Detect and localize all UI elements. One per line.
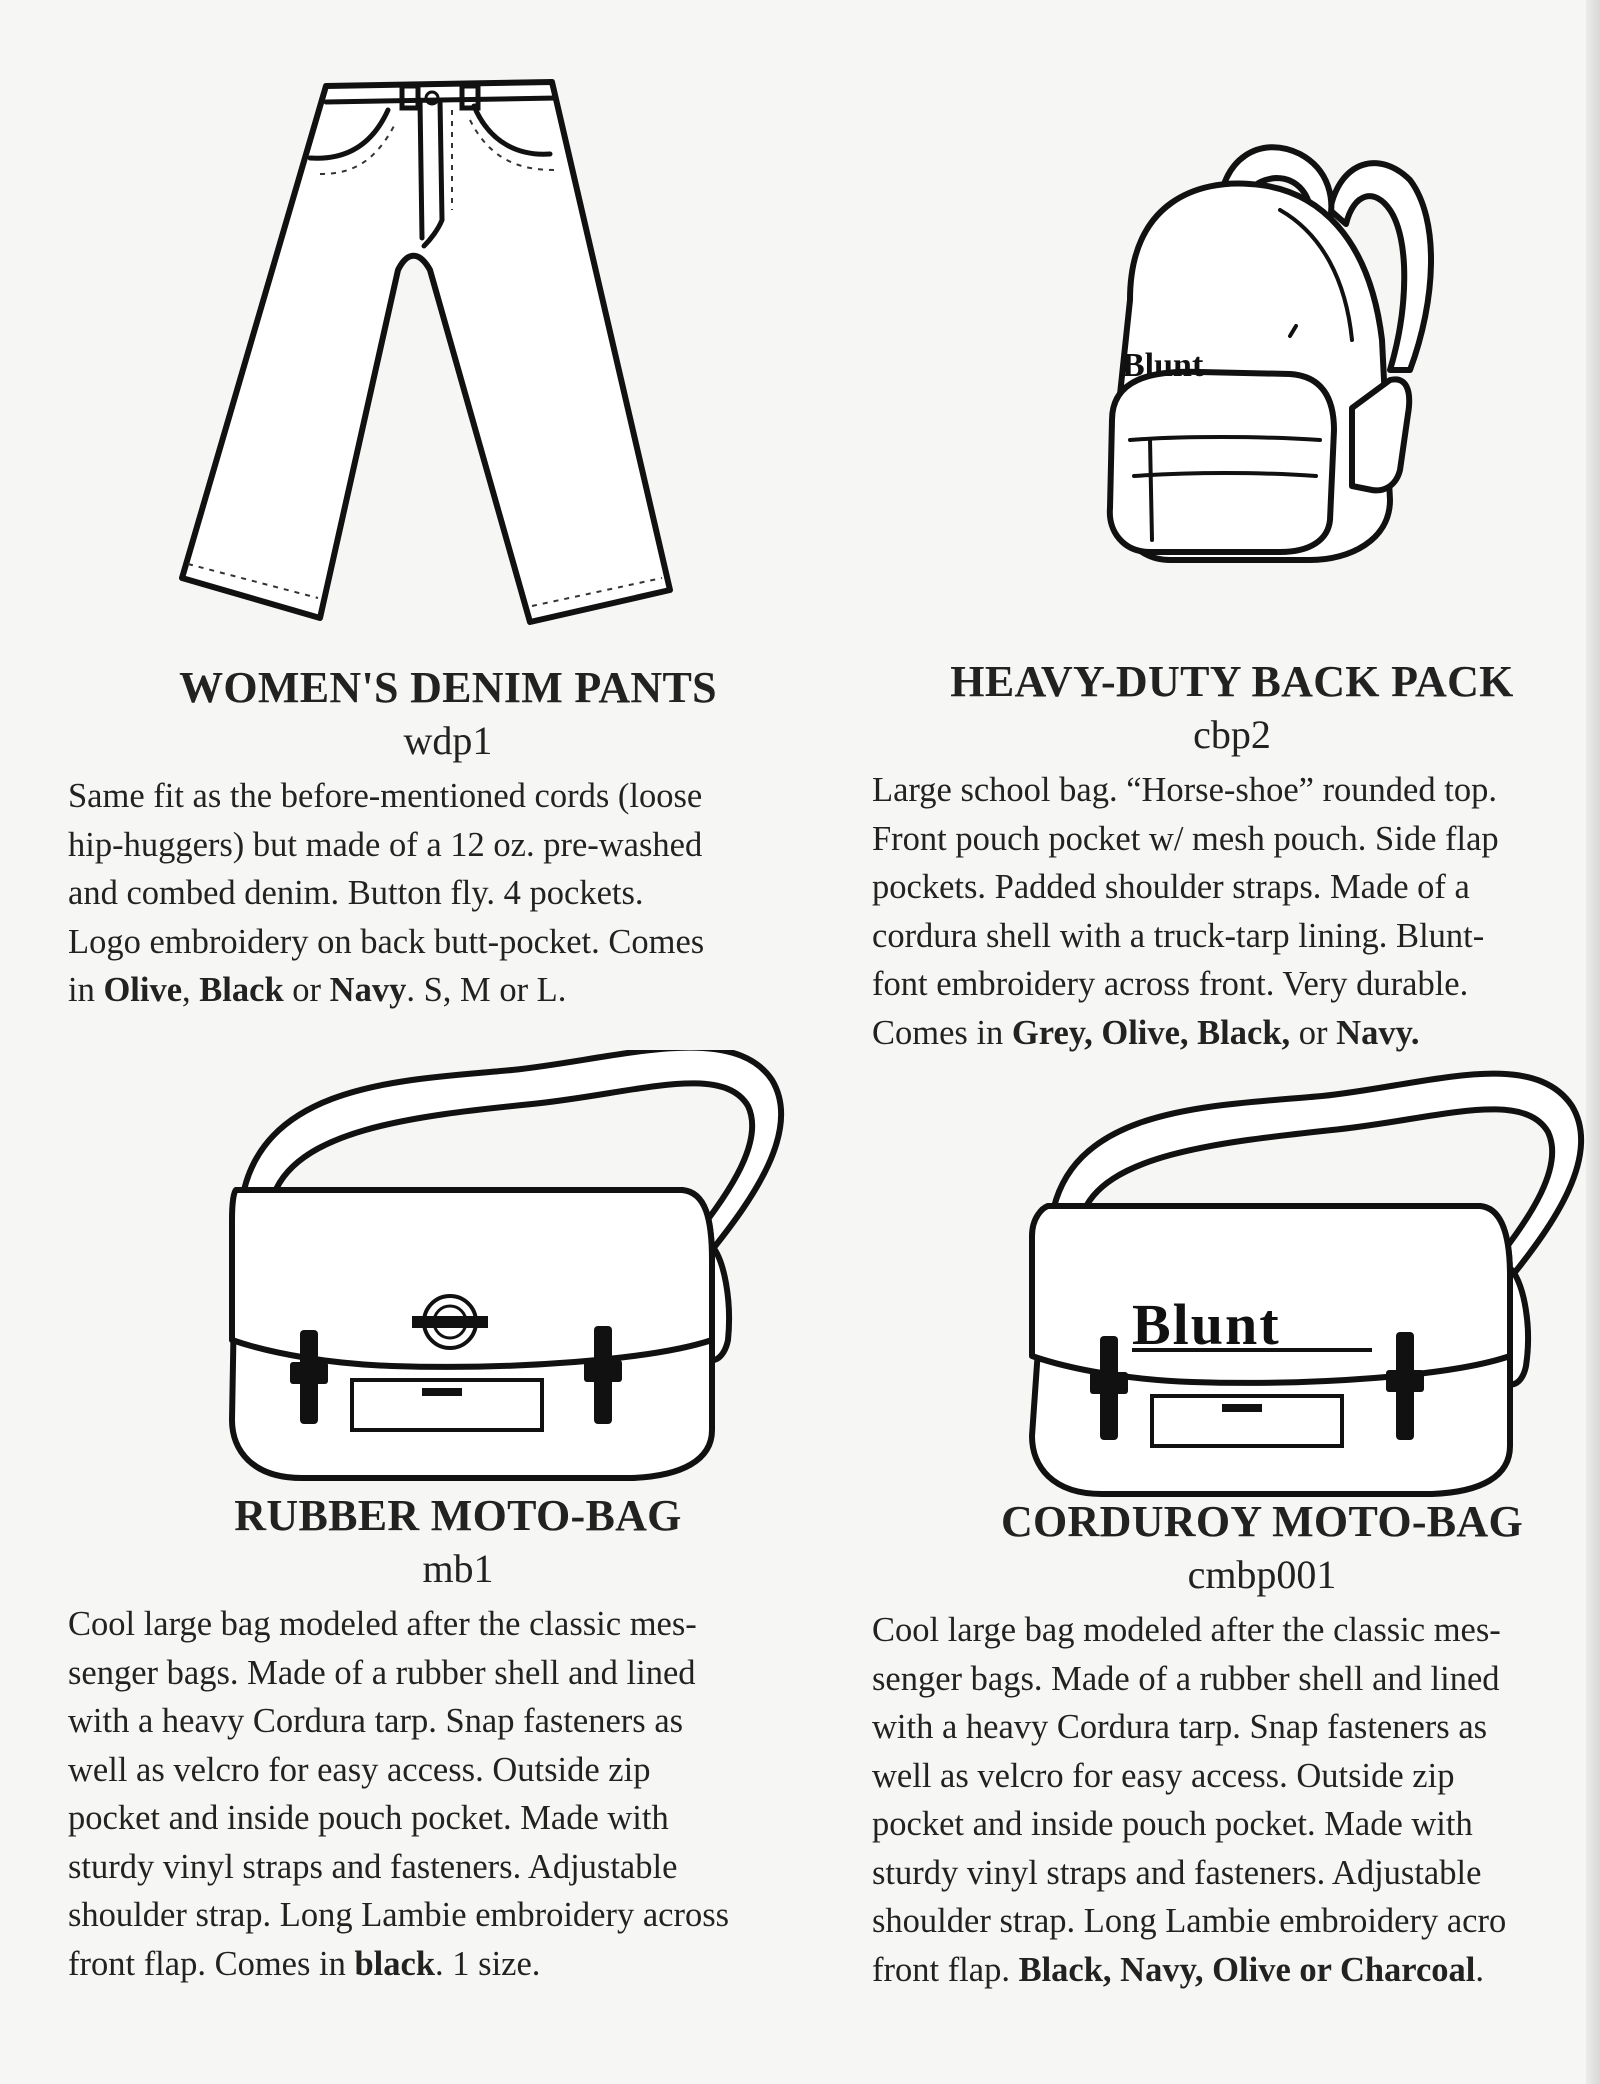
desc-line: pocket and inside pouch pocket. Made with	[68, 1799, 669, 1837]
color-option: black	[354, 1944, 436, 1983]
product-description	[68, 772, 828, 1015]
desc-line: cordura shell with a truck-tarp lining. Blunt-	[872, 916, 1485, 955]
desc-line: senger bags. Made of a rubber shell and lined	[68, 1653, 696, 1692]
desc-line: pockets. Padded shoulder straps. Made of a	[872, 868, 1470, 906]
desc-line: Logo embroidery on back butt-pocket. Comes	[68, 922, 705, 961]
product-back-pack	[872, 656, 1592, 1057]
product-corduroy-moto-bag	[872, 1496, 1592, 1994]
rubber-moto-bag-illustration	[212, 1050, 792, 1490]
desc-line: Front pouch pocket w/ mesh pouch. Side flap	[872, 819, 1499, 858]
corduroy-bag-logo: Blunt	[1132, 1292, 1281, 1357]
color-option: Olive	[103, 971, 183, 1009]
desc-colors-line: front flap. Comes in black. 1 size.	[68, 1944, 541, 1983]
color-option: Navy.	[1336, 1013, 1420, 1052]
product-rubber-moto-bag	[68, 1490, 828, 1988]
corduroy-moto-bag-illustration	[1012, 1066, 1592, 1506]
desc-line: senger bags. Made of a rubber shell and lined	[872, 1659, 1500, 1698]
desc-line: shoulder strap. Long Lambie embroidery across	[68, 1896, 730, 1934]
desc-line: with a heavy Cordura tarp. Snap fasteners as	[872, 1708, 1488, 1746]
desc-line: Large school bag. “Horse-shoe” rounded top.	[872, 771, 1497, 809]
product-sku: cmbp001	[1187, 1552, 1337, 1597]
backpack-drawing	[1090, 140, 1470, 580]
product-description	[872, 1606, 1590, 1994]
color-options: Grey, Olive, Black,	[1011, 1013, 1291, 1052]
product-title: WOMEN'S DENIM PANTS	[179, 663, 717, 712]
desc-colors-line: in Olive, Black or Navy. S, M or L.	[68, 971, 567, 1009]
desc-line: and combed denim. Button fly. 4 pockets.	[68, 874, 644, 912]
desc-colors-line: front flap. Black, Navy, Olive or Charcoal.	[872, 1950, 1485, 1989]
backpack-illustration	[1090, 140, 1470, 580]
desc-line: with a heavy Cordura tarp. Snap fasteners as	[68, 1702, 684, 1740]
desc-line: sturdy vinyl straps and fasteners. Adjustable	[68, 1847, 678, 1886]
product-sku: mb1	[422, 1546, 494, 1591]
product-denim-pants	[68, 662, 828, 1015]
product-sku: cbp2	[1193, 712, 1271, 757]
desc-line: Cool large bag modeled after the classic mes-	[872, 1611, 1501, 1649]
product-description	[872, 766, 1592, 1057]
desc-line: well as velcro for easy access. Outside zip	[872, 1756, 1455, 1795]
corduroy-moto-bag-drawing	[1012, 1066, 1592, 1506]
desc-line: Same fit as the before-mentioned cords (loose	[68, 777, 703, 815]
desc-line: Cool large bag modeled after the classic mes-	[68, 1605, 697, 1643]
color-option: Navy	[329, 971, 407, 1009]
desc-line: well as velcro for easy access. Outside zip	[68, 1750, 651, 1789]
color-option: Black	[199, 971, 284, 1009]
product-title: RUBBER MOTO-BAG	[234, 1491, 682, 1540]
desc-line: hip-huggers) but made of a 12 oz. pre-washed	[68, 825, 703, 864]
product-title: CORDUROY MOTO-BAG	[1000, 1497, 1524, 1546]
desc-colors-line: Comes in Grey, Olive, Black, or Navy.	[872, 1013, 1420, 1052]
backpack-logo: Blunt	[1122, 347, 1204, 384]
denim-pants-illustration	[170, 70, 680, 630]
denim-pants-drawing	[170, 70, 680, 630]
desc-line: font embroidery across front. Very durable.	[872, 965, 1469, 1003]
desc-line: pocket and inside pouch pocket. Made with	[872, 1805, 1473, 1843]
desc-line: sturdy vinyl straps and fasteners. Adjustable	[872, 1853, 1482, 1892]
rubber-moto-bag-drawing	[212, 1050, 792, 1490]
product-description	[68, 1600, 828, 1988]
product-title: HEAVY-DUTY BACK PACK	[950, 657, 1514, 706]
product-sku: wdp1	[403, 718, 493, 763]
color-options: Black, Navy, Olive or Charcoal	[1018, 1950, 1476, 1989]
desc-line: shoulder strap. Long Lambie embroidery acro	[872, 1902, 1507, 1940]
